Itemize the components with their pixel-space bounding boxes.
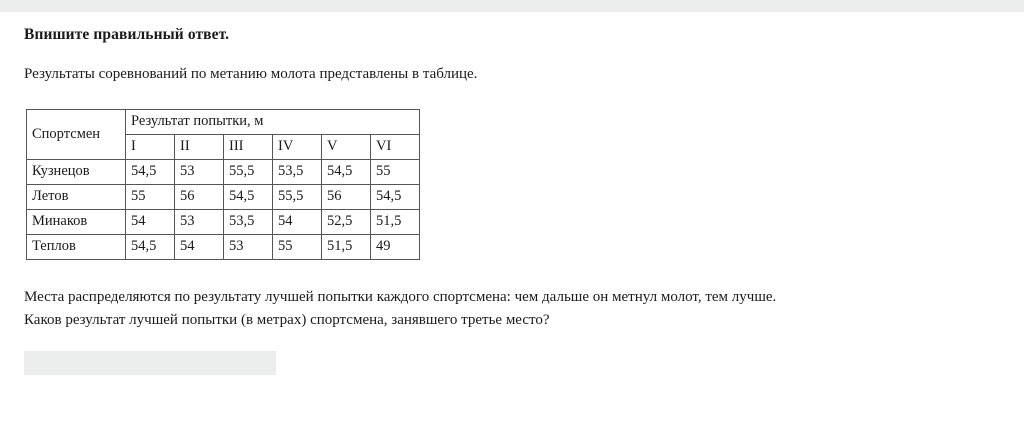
result-cell: 55,5 <box>273 185 322 210</box>
top-strip <box>0 0 1024 12</box>
result-cell: 54,5 <box>224 185 273 210</box>
result-cell: 56 <box>322 185 371 210</box>
result-cell: 54,5 <box>322 160 371 185</box>
table-row <box>27 210 420 235</box>
header-attempt-1: I <box>126 135 175 160</box>
result-cell: 53 <box>224 235 273 260</box>
result-cell: 54,5 <box>126 160 175 185</box>
header-attempt-3: III <box>224 135 273 160</box>
result-cell: 53,5 <box>273 160 322 185</box>
answer-input[interactable] <box>24 351 276 375</box>
question-line-2: Каков результат лучшей попытки (в метрах) спортсмена, занявшего третье место? <box>24 312 550 329</box>
result-cell: 51,5 <box>322 235 371 260</box>
header-attempt-6: VI <box>371 135 420 160</box>
result-cell: 56 <box>175 185 224 210</box>
result-cell: 55 <box>273 235 322 260</box>
result-cell: 54 <box>126 210 175 235</box>
task-question-text <box>24 286 1000 333</box>
task-title: Впишите правильный ответ. <box>24 26 230 43</box>
table-row <box>27 160 420 185</box>
header-attempt-5: V <box>322 135 371 160</box>
header-attempt-group: Результат попытки, м <box>126 110 420 135</box>
header-attempt-4: IV <box>273 135 322 160</box>
header-athlete: Спортсмен <box>27 110 126 160</box>
result-cell: 53,5 <box>224 210 273 235</box>
table-row <box>27 235 420 260</box>
athlete-name: Кузнецов <box>27 160 126 185</box>
results-table <box>26 109 420 260</box>
result-cell: 54,5 <box>126 235 175 260</box>
result-cell: 54 <box>273 210 322 235</box>
result-cell: 55,5 <box>224 160 273 185</box>
table-header-row-1 <box>27 110 420 135</box>
result-cell: 52,5 <box>322 210 371 235</box>
athlete-name: Минаков <box>27 210 126 235</box>
athlete-name: Теплов <box>27 235 126 260</box>
result-cell: 55 <box>371 160 420 185</box>
question-line-1: Места распределяются по результату лучшей попытки каждого спортсмена: чем дальше он метнул молот, тем лучше. <box>24 289 777 305</box>
result-cell: 54 <box>175 235 224 260</box>
header-attempt-2: II <box>175 135 224 160</box>
result-cell: 54,5 <box>371 185 420 210</box>
table-row <box>27 185 420 210</box>
result-cell: 49 <box>371 235 420 260</box>
result-cell: 51,5 <box>371 210 420 235</box>
result-cell: 53 <box>175 160 224 185</box>
result-cell: 55 <box>126 185 175 210</box>
athlete-name: Летов <box>27 185 126 210</box>
task-intro-text: Результаты соревнований по метанию молота представлены в таблице. <box>24 66 478 82</box>
result-cell: 53 <box>175 210 224 235</box>
task-content <box>0 12 1024 375</box>
